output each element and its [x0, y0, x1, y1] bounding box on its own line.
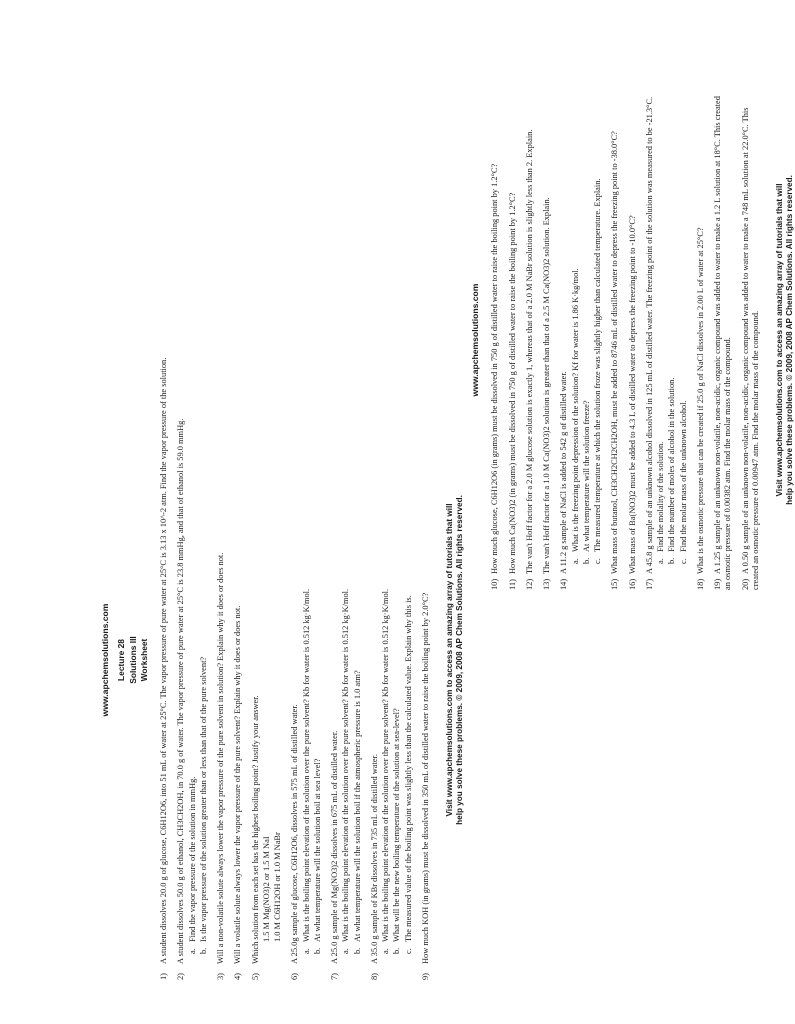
question-item: [696, 90, 706, 590]
question-number: 12): [524, 578, 534, 590]
question-text: Will a volatile solute always lower the vapor pressure of the pure solvent? Explain why it does or does not.: [233, 605, 243, 964]
subpart-text: What is the boiling point elevation of the solution over the pure solvent? Kb for water is 0.512 kg·K/mol.: [381, 588, 391, 942]
lecture-number: Lecture 28: [116, 639, 127, 681]
subpart-text: At what temperature will the solution freeze?: [581, 400, 591, 552]
question-text: Which solution from each set has the highest boiling point? Justify your answer.: [250, 695, 260, 964]
question-text: A 0.50 g sample of an unknown non-volatile, non-acidic, organic compound was added to water to make a 748 mL solution at 22.0°C. This created an osmotic pressure of 0.00947 atm. Find the molar mass of the compound.: [740, 107, 760, 590]
footer-line-1: Visit www.apchemsolutions.com to access an amazing array of tutorials that will: [445, 503, 455, 817]
subpart-letter: b.: [312, 947, 322, 954]
question-number: 14): [559, 578, 569, 590]
worksheet-header: [100, 340, 149, 980]
question-item: [330, 340, 363, 980]
subpart-letter: a.: [341, 948, 351, 954]
question-subpart: [199, 340, 209, 954]
question-number: 8): [369, 973, 379, 980]
question-subpart: [679, 90, 689, 564]
question-subpart: [273, 340, 283, 954]
subpart-text: Find the number of moles of alcohol in the solution.: [667, 377, 677, 552]
subpart-letter: b.: [352, 947, 362, 954]
question-item: [542, 90, 552, 590]
subpart-letter: a.: [570, 558, 580, 564]
question-number: 4): [233, 973, 243, 980]
question-item: [251, 340, 284, 980]
question-subpart: [656, 90, 666, 564]
subpart-text: 1.0 M C6H12OH or 1.0 M NaBr: [273, 832, 283, 942]
question-subpart: [593, 90, 603, 564]
subpart-text: 1.5 M Mg(NO3)2 or 1.5 M NaI: [261, 836, 271, 942]
subpart-text: Find the vapor pressure of the solution in mmHg.: [187, 776, 197, 942]
question-text: What is the osmotic pressure that can be created if 25.0 g of NaCl dissolves in 2.00 L of water at 25°C?: [695, 227, 705, 574]
site-url: www.apchemsolutions.com: [100, 603, 110, 717]
question-number: 3): [216, 973, 226, 980]
subpart-letter: b.: [667, 557, 677, 564]
question-text: Will a non-volatile solute always lower the vapor pressure of the pure solvent in solution? Explain why it does or does not.: [216, 552, 226, 964]
question-subpart: [353, 340, 363, 954]
question-list-left: [159, 340, 431, 980]
subpart-text: What is the boiling point elevation of the solution over the pure solvent? Kb for water is 0.512 kg·K/mol.: [341, 588, 351, 942]
question-text: A 11.2 g sample of NaCl is added to 542 g of distilled water.: [559, 371, 569, 574]
question-number: 2): [176, 973, 186, 980]
question-number: 1): [159, 973, 169, 980]
subpart-text: Is the vapor pressure of the solution greater than or less than that of the pure solvent?: [198, 656, 208, 942]
subpart-letter: c.: [678, 558, 688, 564]
question-number: 10): [490, 578, 500, 590]
question-item: [645, 90, 689, 590]
subpart-letter: b.: [392, 947, 402, 954]
question-subpart: [381, 340, 391, 954]
question-subpart: [582, 90, 592, 564]
question-text: A 25.0 g sample of Mg(NO3)2 dissolves in 675 mL of distilled water.: [330, 730, 340, 964]
question-text: A 45.8 g sample of an unknown alcohol dissolved in 125 mL of distilled water. The freezing point of the solution was measured to be -21.3°C.: [644, 96, 654, 574]
question-item: [508, 90, 518, 590]
question-number: 20): [740, 578, 750, 590]
question-text: The van't Hoff factor for a 2.0 M glucose solution is exactly 1, whereas that of a 2.0 M NaBr solution is slightly less than 2. Explain.: [524, 129, 534, 574]
question-text: How much glucose, C6H12O6 (in grams) must be dissolved in 750 g of distilled water to raise the boiling point by 1.2°C?: [490, 163, 500, 574]
subpart-letter: c.: [403, 948, 413, 954]
question-number: 9): [420, 973, 430, 980]
question-item: [525, 90, 535, 590]
footer-line-1: Visit www.apchemsolutions.com to access an amazing array of tutorials that will: [775, 183, 785, 497]
question-item: [713, 90, 734, 590]
question-subpart: [302, 340, 312, 954]
subpart-text: Find the molar mass of the unknown alcohol.: [678, 400, 688, 552]
question-text: How much Ca(NO3)2 (in grams) must be dissolved in 750 g of distilled water to raise the boiling point by 1.2°C?: [507, 192, 517, 574]
question-subpart: [392, 340, 402, 954]
worksheet-page-left: [100, 340, 465, 980]
question-text: A student dissolves 50.0 g of ethanol, CH3CH2OH, in 70.0 g of water. The vapor pressure of pure water at 25°C is 23.8 mmHg, and that of ethanol is 59.0 mmHg.: [176, 418, 186, 964]
lecture-topic: Solutions III: [127, 636, 138, 684]
question-text: A 35.0 g sample of KBr dissolves in 735 mL of distilled water.: [369, 754, 379, 964]
subpart-text: At what temperature will the solution boil at sea level?: [312, 758, 322, 942]
subpart-letter: a.: [187, 948, 197, 954]
footer-line-2: help you solve these problems. © 2009, 2008 AP Chem Solutions. All rights reserved.: [785, 175, 795, 505]
question-number: 11): [507, 579, 517, 590]
question-subpart: [262, 340, 272, 954]
question-item: [559, 90, 603, 590]
question-item: [610, 90, 620, 590]
question-subpart: [571, 90, 581, 564]
footer-right: [775, 90, 795, 590]
question-text: The van't Hoff factor for a 1.0 M Ca(NO3)2 solution is greater than that of a 2.5 M Ca(NO3)2 solution. Explain.: [542, 197, 552, 574]
question-text: What mass of Ba(NO3)2 must be added to 4.3 L of distilled water to depress the freezing point to -10.0°C?: [627, 215, 637, 574]
question-number: 16): [627, 578, 637, 590]
question-item: [233, 340, 243, 980]
question-item: [159, 340, 169, 980]
footer-line-2: help you solve these problems. © 2009, 2008 AP Chem Solutions. All rights reserved.: [455, 495, 465, 825]
question-text: What mass of butanol, CH3CH2CH2CH2OH, must be added to 8746 mL of distilled water to depress the freezing point to -38.0°C?: [610, 131, 620, 574]
worksheet-page-right: [470, 90, 795, 590]
question-subpart: [667, 90, 677, 564]
question-list-right: [490, 90, 761, 590]
question-text: A 25.0g sample of glucose, C6H12O6, dissolves in 575 mL of distilled water.: [290, 704, 300, 964]
question-number: 13): [542, 578, 552, 590]
subpart-text: The measured temperature at which the solution froze was slightly higher than calculated temperature. Explain.: [593, 178, 603, 552]
question-subpart: [188, 340, 198, 954]
subpart-letter: a.: [656, 558, 666, 564]
question-item: [370, 340, 414, 980]
question-item: [421, 340, 431, 980]
question-number: 19): [713, 578, 723, 590]
subpart-text: What will be the new boiling temperature of the solution at sea-level?: [392, 708, 402, 942]
site-url-right: www.apchemsolutions.com: [470, 283, 480, 397]
question-number: 5): [250, 973, 260, 980]
question-subpart: [313, 340, 323, 954]
question-number: 15): [610, 578, 620, 590]
subpart-letter: a.: [381, 948, 391, 954]
question-item: [216, 340, 226, 980]
subpart-text: What is the boiling point elevation of the solution over the pure solvent? Kb for water is 0.512 kg·K/mol.: [301, 588, 311, 942]
question-number: 7): [330, 973, 340, 980]
question-text: A 1.25 g sample of an unknown non-volatile, non-acidic, organic compound was added to water to make a 1.2 L solution at 18°C. This created an osmotic pressure of 0.00382 atm. Find the molar mass of the compound.: [713, 96, 733, 590]
subpart-text: What is the freezing point depression of the solution? Kf for water is 1.86 K·kg/mol.: [570, 268, 580, 552]
question-item: [490, 90, 500, 590]
question-item: [741, 90, 762, 590]
subpart-letter: b.: [198, 947, 208, 954]
question-text: A student dissolves 20.0 g of glucose, C6H12O6, into 51 mL of water at 25°C. The vapor pressure of pure water at 25°C is 3.13 x 10^-2 atm. Find the vapor pressure of the solution.: [159, 357, 169, 964]
question-item: [628, 90, 638, 590]
question-subpart: [341, 340, 351, 954]
subpart-letter: c.: [593, 558, 603, 564]
footer-left: [445, 340, 465, 980]
question-item: [176, 340, 209, 980]
subpart-text: At what temperature will the solution boil if the atmospheric pressure is 1.0 atm?: [352, 670, 362, 942]
question-number: 18): [695, 578, 705, 590]
question-item: [290, 340, 323, 980]
subpart-text: Find the molality of the solution.: [656, 441, 666, 552]
subpart-text: The measured value of the boiling point was slightly less than the calculated value. Explain why this is.: [403, 595, 413, 942]
question-subpart: [404, 340, 414, 954]
worksheet-label: Worksheet: [138, 638, 149, 682]
question-text: How much KOH (in grams) must be dissolved in 350 mL of distilled water to raise the boiling point by 2.0°C?: [420, 592, 430, 964]
subpart-letter: a.: [301, 948, 311, 954]
subpart-letter: b.: [581, 557, 591, 564]
question-number: 6): [290, 973, 300, 980]
question-number: 17): [644, 578, 654, 590]
